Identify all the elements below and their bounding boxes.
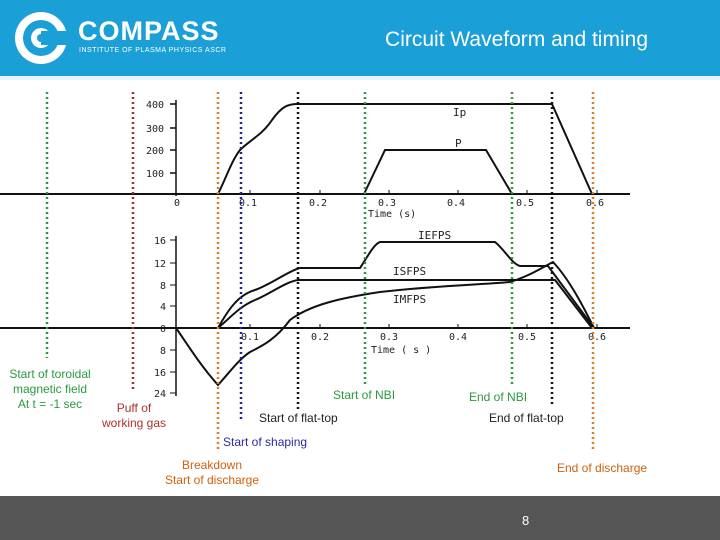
bottom-y-tick-12: 12 [154,259,167,270]
bottom-x-tick-0.4: 0.4 [449,332,468,343]
label-toroidal-line3: At t = -1 sec [17,397,83,411]
top-y-tick-200: 200 [146,146,165,157]
label-flattop-end: End of flat-top [489,411,564,425]
label-nbi-start: Start of NBI [333,388,396,402]
top-y-tick-100: 100 [146,169,165,180]
slide-title: Circuit Waveform and timing [385,28,648,51]
bottom-y-tick-8: 8 [160,281,167,292]
page-number: 8 [522,513,530,528]
label-flattop-start: Start of flat-top [259,411,338,425]
bottom-y-tick-16: 16 [154,236,167,247]
bottom-x-tick-0.6: 0.6 [588,332,607,343]
waveform-diagram [0,80,720,496]
header-bar [0,0,720,76]
bottom-x-tick-0.2: 0.2 [311,332,330,343]
top-x-tick-0.2: 0.2 [309,198,328,209]
p-curve [364,150,512,194]
label-breakdown [154,458,270,488]
label-puff-line1: Puff of [116,401,152,415]
label-toroidal-line2: magnetic field [12,382,88,396]
label-breakdown-line2: Start of discharge [164,473,260,487]
footer-bar [0,496,720,540]
bottom-y-tick-0: 0 [160,324,167,335]
bottom-y-tick-neg8: 8 [160,346,167,357]
label-toroidal-line1: Start of toroidal [9,367,91,381]
top-plot [0,100,630,220]
label-discharge-end: End of discharge [557,461,648,475]
top-x-tick-0.4: 0.4 [447,198,466,209]
label-toroidal-field [4,367,96,412]
label-shaping: Start of shaping [223,435,308,449]
top-x-tick-0.6: 0.6 [586,198,605,209]
top-x-tick-0.5: 0.5 [516,198,535,209]
bottom-y-tick-neg16: 16 [154,368,167,379]
p-curve-label: P [455,137,462,150]
imfps-curve-label: IMFPS [393,293,427,306]
compass-logo-icon [12,9,70,67]
label-puff-line2: working gas [101,416,167,430]
bottom-y-tick-neg24: 24 [154,389,167,400]
top-x-tick-0.3: 0.3 [378,198,397,209]
bottom-y-tick-4: 4 [160,302,167,313]
label-nbi-end: End of NBI [469,390,528,404]
top-y-tick-400: 400 [146,100,165,111]
top-x-tick-0.1: 0.1 [239,198,258,209]
top-x-axis-label: Time (s) [368,209,417,220]
bottom-x-tick-0.1: 0.1 [241,332,260,343]
label-breakdown-line1: Breakdown [181,458,243,472]
ip-curve-label: Ip [453,106,467,119]
brand-subtitle: INSTITUTE OF PLASMA PHYSICS ASCR [79,47,227,54]
brand-name: COMPASS [78,16,220,46]
bottom-x-tick-0.5: 0.5 [518,332,537,343]
bottom-x-tick-0.3: 0.3 [380,332,399,343]
bottom-x-axis-label: Time ( s ) [371,345,432,356]
iefps-curve-label: IEFPS [418,229,452,242]
iefps-curve [218,242,594,328]
top-x-tick-0: 0 [174,198,181,209]
isfps-curve-label: ISFPS [393,265,427,278]
label-gas-puff [96,401,172,431]
top-y-tick-300: 300 [146,124,165,135]
